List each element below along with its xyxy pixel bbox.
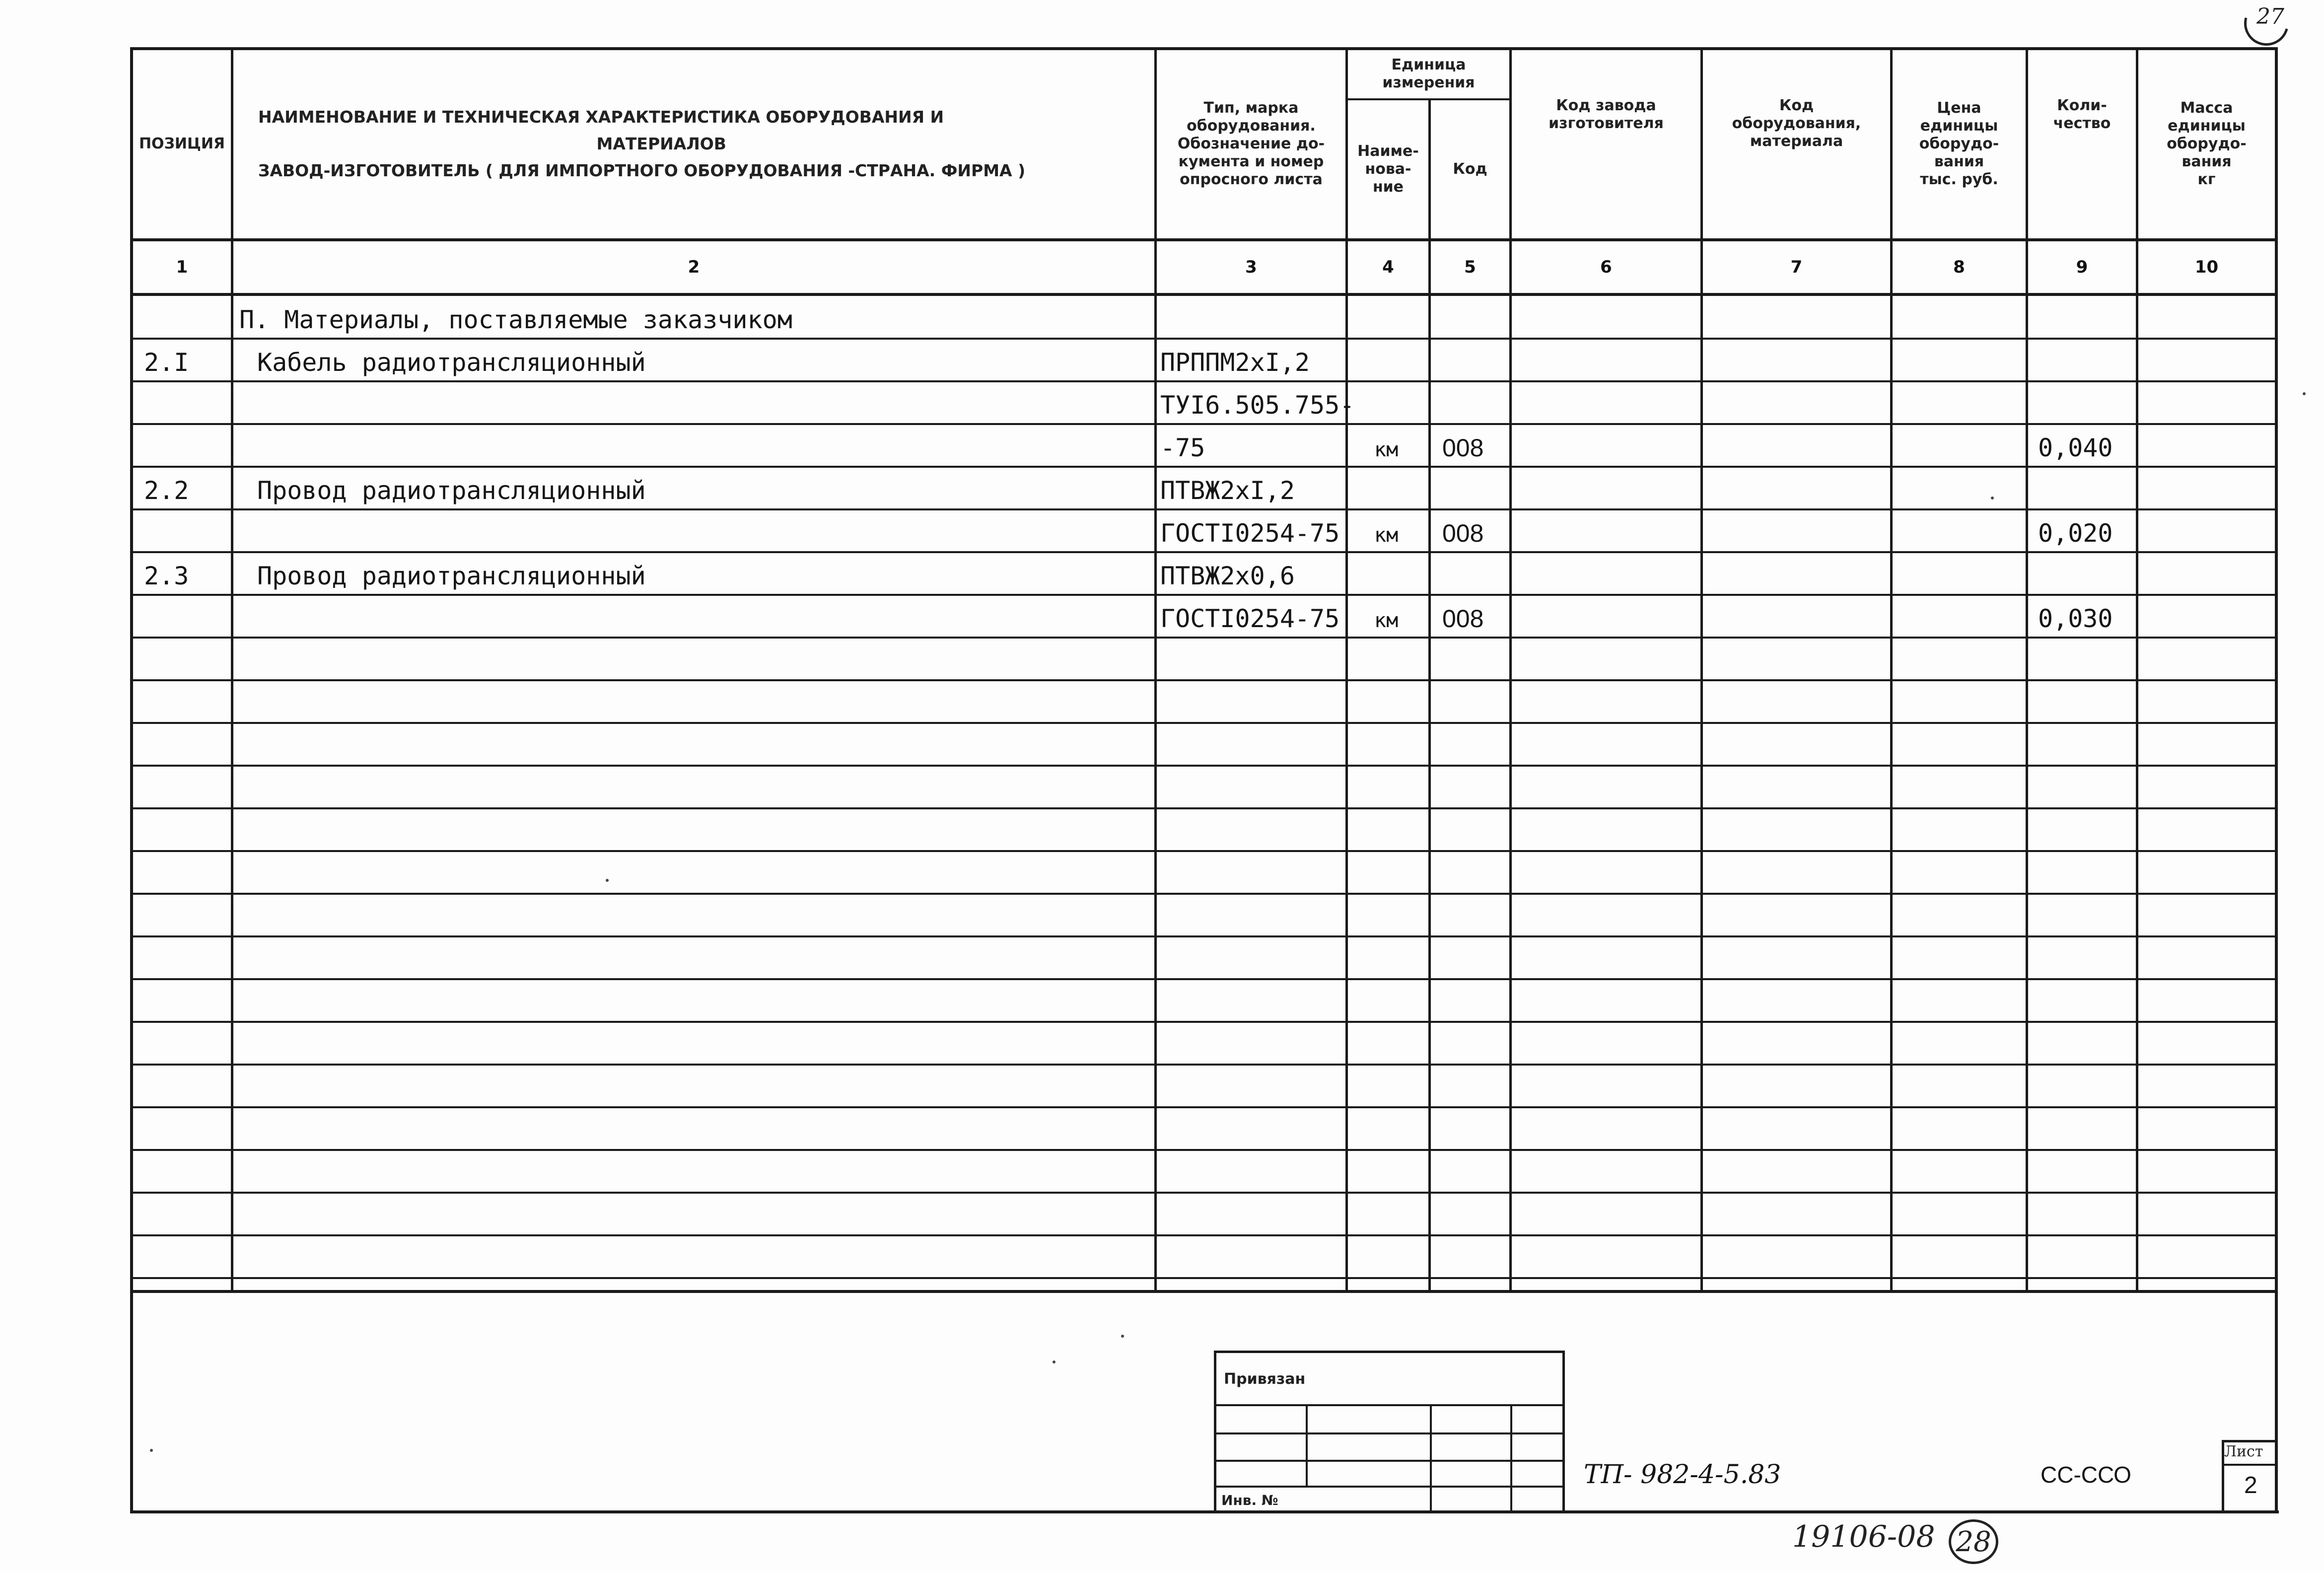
row-3-code: 008 (1442, 434, 1484, 462)
table-row-line (132, 1021, 2277, 1023)
header-price-line: единицы (1920, 117, 1998, 135)
row-7-type: ГОСТI0254-75 (1160, 604, 1340, 633)
header-name: НАИМЕНОВАНИЕ И ТЕХНИЧЕСКАЯ ХАРАКТЕРИСТИКА ОБОРУДОВАНИЯ И МАТЕРИАЛОВ ЗАВОД-ИЗГОТОВИТЕЛЬ ( ДЛЯ ИМПОРТНОГО ОБОРУДОВАНИЯ -СТРАНА. ФИРМА ) (258, 107, 1026, 180)
row-7-unit: км (1374, 609, 1399, 632)
header-mass-line: Масса (2180, 99, 2233, 117)
bottom-circled-number (1949, 1519, 1998, 1564)
header-type-line: оборудования. (1187, 117, 1316, 135)
table-row-line (132, 1192, 2277, 1194)
scan-speck (2303, 392, 2306, 395)
header-price (1893, 50, 2026, 238)
row-5-qty: 0,020 (2038, 519, 2113, 548)
header-equip-line: оборудования, (1732, 115, 1861, 132)
table-row-line (132, 508, 2277, 510)
header-type-line: опросного листа (1180, 171, 1323, 188)
stamp-vline-2 (1430, 1405, 1432, 1512)
row-7-qty: 0,030 (2038, 604, 2113, 633)
row-3-qty: 0,040 (2038, 433, 2113, 462)
row-5-code: 008 (1442, 519, 1484, 547)
bottom-circled-text: 28 (1956, 1525, 1991, 1558)
stamp-vline-3 (1510, 1405, 1512, 1512)
header-mass-line: вания (2182, 153, 2232, 170)
header-qty-line: чество (2053, 115, 2111, 132)
header-type (1157, 50, 1345, 238)
row-5-type: ГОСТI0254-75 (1160, 519, 1340, 548)
row-6-type: ПТВЖ2х0,6 (1160, 562, 1295, 590)
table-row-line (132, 338, 2277, 340)
header-factory-line: Код завода (1556, 97, 1656, 114)
row-3-unit: км (1374, 438, 1399, 461)
header-type-line: Обозначение до- (1177, 135, 1325, 152)
header-price-line: Цена (1937, 99, 1981, 117)
row-2-type: ТУI6.505.755- (1160, 391, 1355, 420)
row-1-type: ПРППМ2хI,2 (1160, 348, 1310, 377)
header-quantity (2028, 50, 2136, 238)
header-price-line: вания (1934, 153, 1984, 170)
row-3-type: -75 (1160, 433, 1205, 462)
table-row-line (132, 1106, 2277, 1108)
colnum-10: 10 (2194, 257, 2219, 277)
row-0-name: П. Материалы, поставляемые заказчиком (239, 305, 792, 334)
header-price-line: оборудо- (1919, 135, 1999, 152)
table-row-line (132, 466, 2277, 468)
colnum-9: 9 (2076, 257, 2088, 277)
sheet-number: 2 (2244, 1472, 2257, 1499)
scan-speck (1991, 497, 1994, 500)
table-row-line (132, 594, 2277, 596)
colnum-2: 2 (688, 257, 700, 277)
row-1-pos: 2.I (144, 348, 189, 377)
table-row-line (132, 1234, 2277, 1236)
table-row-line (132, 423, 2277, 425)
table-row-line (132, 893, 2277, 895)
colnum-8: 8 (1953, 257, 1965, 277)
colnum-3: 3 (1245, 257, 1257, 277)
header-unitgroup-line: Единица (1391, 56, 1466, 73)
header-equip-line: Код (1779, 97, 1814, 114)
colnum-5: 5 (1464, 257, 1476, 277)
scan-speck (606, 879, 609, 882)
header-position: ПОЗИЦИЯ (139, 135, 225, 152)
frame-bottom-line (132, 1510, 2279, 1513)
row-6-name: Провод радиотрансляционный (257, 562, 646, 590)
colnum-6: 6 (1600, 257, 1612, 277)
header-unitname-line: нова- (1365, 160, 1411, 178)
header-type-line: Тип, марка (1203, 99, 1299, 117)
table-row-line (132, 679, 2277, 681)
table-row-line (132, 935, 2277, 937)
header-mass (2138, 50, 2275, 238)
sheet-label: Лист (2224, 1443, 2263, 1460)
header-equipment-code (1703, 50, 1890, 238)
header-factory-line: изготовителя (1549, 115, 1664, 132)
header-qty-line: Коли- (2057, 97, 2107, 114)
colnum-1: 1 (176, 257, 188, 277)
header-factory-code (1512, 50, 1700, 238)
colnum-4: 4 (1382, 257, 1394, 277)
header-mass-line: оборудо- (2167, 135, 2247, 152)
table-bottom-line (132, 1290, 2277, 1293)
header-price-line: тыс. руб. (1920, 171, 1998, 188)
corner-sheet-number: 27 (2256, 4, 2284, 29)
header-unit-group (1348, 50, 1509, 98)
header-unitname-line: Наиме- (1357, 143, 1419, 160)
sheet-box-line (2222, 1464, 2276, 1466)
table-row-line (132, 807, 2277, 809)
header-unitgroup-line: измерения (1382, 74, 1475, 91)
scan-speck (1053, 1360, 1056, 1363)
header-unit-name (1348, 100, 1428, 238)
table-row-line (132, 1149, 2277, 1151)
table-row-line (132, 637, 2277, 639)
stamp-inv-label: Инв. № (1221, 1492, 1278, 1508)
table-row-line (132, 1277, 2277, 1279)
stamp-vline-1 (1306, 1405, 1308, 1487)
doc-suffix: СС-ССО (2041, 1462, 2131, 1488)
scan-speck (150, 1449, 153, 1452)
row-4-name: Провод радиотрансляционный (257, 476, 646, 505)
table-row-line (132, 1064, 2277, 1066)
colnum-7: 7 (1790, 257, 1803, 277)
table-row-line (132, 765, 2277, 767)
header-equip-line: материала (1750, 133, 1843, 150)
scan-speck (1121, 1335, 1124, 1338)
header-unitname-line: ние (1372, 178, 1404, 196)
corner-circle-mark (2236, 0, 2297, 54)
table-row-line (132, 380, 2277, 382)
header-unit-code: Код (1453, 160, 1487, 178)
header-mass-line: кг (2197, 171, 2216, 188)
header-mass-line: единицы (2168, 117, 2246, 135)
frame-right-line (2275, 47, 2278, 1513)
row-5-unit: км (1374, 524, 1399, 547)
row-4-pos: 2.2 (144, 476, 189, 505)
table-row-line (132, 978, 2277, 980)
row-7-code: 008 (1442, 605, 1484, 633)
table-row-line (132, 850, 2277, 852)
row-1-name: Кабель радиотрансляционный (257, 348, 646, 377)
bottom-handwritten-number: 19106-08 (1792, 1519, 1935, 1554)
row-6-pos: 2.3 (144, 562, 189, 590)
header-type-line: кумента и номер (1178, 153, 1324, 170)
table-row-line (132, 551, 2277, 553)
stamp-linked-label: Привязан (1224, 1370, 1306, 1388)
doc-code: ТП- 982-4-5.83 (1584, 1460, 1781, 1490)
table-row-line (132, 722, 2277, 724)
row-4-type: ПТВЖ2хI,2 (1160, 476, 1295, 505)
